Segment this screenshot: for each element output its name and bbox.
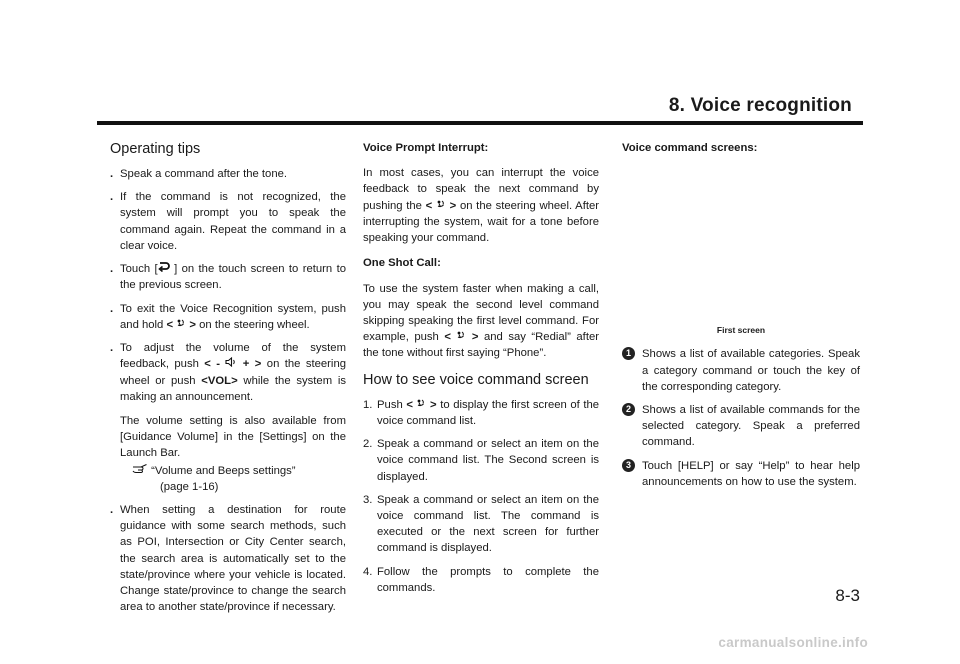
step-number: 3. xyxy=(363,493,373,506)
page-number: 8-3 xyxy=(835,586,860,605)
heading-voice-prompt-interrupt: Voice Prompt Interrupt: xyxy=(363,142,489,154)
steps-list xyxy=(363,397,599,596)
list-item xyxy=(622,346,860,395)
heading-voice-command-screens: Voice command screens: xyxy=(622,142,758,154)
list-item xyxy=(363,564,599,596)
bullet: . xyxy=(110,191,114,204)
reference-hand-icon xyxy=(132,463,148,479)
step-text: Follow the prompts to complete the commands. xyxy=(377,565,599,594)
list-item xyxy=(622,458,860,490)
list-item xyxy=(363,436,599,485)
list-item xyxy=(110,261,346,294)
paragraph-one-shot: To use the system faster when making a call, you may speak the second level command skipping speaking the first level command. For example, push < > and say “Redial” after the tone without first saying “Phone”. xyxy=(363,282,600,360)
reference-title: “Volume and Beeps settings” xyxy=(151,464,296,477)
step-number: 1. xyxy=(363,398,373,411)
list-item xyxy=(622,402,860,451)
talk-key: < > xyxy=(167,319,197,331)
header-rule xyxy=(97,121,863,125)
list-item xyxy=(363,492,599,557)
tip-text-mid: on the steering wheel or push xyxy=(120,358,347,387)
callout-number-badge: 1 xyxy=(622,347,635,360)
volume-icon xyxy=(225,356,237,372)
tip-text: Speak a command after the tone. xyxy=(120,168,288,180)
talk-switch-icon xyxy=(436,198,446,214)
cross-reference xyxy=(120,463,346,496)
callout-list xyxy=(622,346,860,490)
figure-area xyxy=(622,165,860,322)
figure-caption: First screen xyxy=(716,325,766,336)
bullet: . xyxy=(110,302,114,315)
callout-number-badge: 3 xyxy=(622,459,635,472)
bullet: . xyxy=(110,504,114,517)
tip-text-post: on the steering wheel. xyxy=(199,318,310,331)
bullet: . xyxy=(110,168,114,180)
callout-text: Shows a list of available commands for the selected category. Speak a preferred command. xyxy=(642,404,860,449)
tip-text: When setting a destination for route guidance with some search methods, such as POI, Intersection or City Center search, the search area is automatically set to the state/province where your vehicle is located. Change state/province to change the search area to another state/province if necessary. xyxy=(120,504,346,614)
tip-text: If the command is not recognized, the system will prompt you to speak the command again. Repeat the command in a clear voice. xyxy=(120,191,346,252)
step-text: Speak a command or select an item on the voice command list. The Second screen is displayed. xyxy=(377,438,599,483)
list-item: 1. Push < > to display the first screen of the voice command list. xyxy=(363,398,600,427)
tip-text-post: while the system is making an announcement. xyxy=(120,374,346,403)
step-number: 4. xyxy=(363,565,373,578)
tip-text-pre: To adjust the volume of the system feedback, push xyxy=(120,342,346,371)
paragraph-interrupt: In most cases, you can interrupt the voice feedback to speak the next command by pushing the < > on the steering wheel. After interrupting the system, wait for a tone before speaking your command. xyxy=(363,167,600,245)
talk-switch-icon xyxy=(416,397,426,413)
reference-page: (page 1-16) xyxy=(160,480,219,493)
tip-text-pre: Touch [ xyxy=(120,263,158,276)
list-item xyxy=(110,166,346,182)
list-item xyxy=(110,340,346,495)
callout-text: Touch [HELP] or say “Help” to hear help announcements on how to use the system. xyxy=(642,459,860,488)
watermark: carmanualsonline.info xyxy=(718,635,868,650)
step-number: 2. xyxy=(363,438,373,451)
tip-text-post: ] on the touch screen to return to the previous screen. xyxy=(120,263,347,292)
list-item xyxy=(110,189,346,254)
column-command-screens xyxy=(622,140,860,497)
list-item xyxy=(110,502,346,615)
volume-key: < - + > xyxy=(204,358,261,370)
heading-operating-tips: Operating tips xyxy=(110,141,201,157)
talk-switch-icon xyxy=(176,317,186,333)
callout-text: Shows a list of available categories. Speak a category command or touch the key of the corresponding category. xyxy=(642,348,860,393)
list-item xyxy=(110,301,346,334)
heading-one-shot-call: One Shot Call: xyxy=(363,257,441,270)
heading-how-to-see: How to see voice command screen xyxy=(363,371,589,388)
step-text: Speak a command or select an item on the voice command list. The command is executed or the next screen for further command is displayed. xyxy=(377,493,599,555)
bullet: . xyxy=(110,342,114,355)
back-arrow-icon xyxy=(158,261,170,277)
tip-extra: The volume setting is also available from [Guidance Volume] in the [Settings] on the Launch Bar. xyxy=(120,414,346,460)
talk-key: < > xyxy=(406,399,436,411)
bullet: . xyxy=(110,263,114,276)
column-voice-prompt xyxy=(363,140,599,603)
talk-switch-icon xyxy=(456,329,466,345)
talk-key: < > xyxy=(426,200,457,212)
column-operating-tips xyxy=(110,140,346,622)
tips-list xyxy=(110,166,346,615)
tip-text-pre: To exit the Voice Recognition system, push and hold xyxy=(120,302,346,331)
talk-key: < > xyxy=(444,331,478,343)
section-title: 8. Voice recognition xyxy=(668,95,852,116)
vol-key: <VOL> xyxy=(201,374,238,387)
callout-number-badge: 2 xyxy=(622,403,635,416)
